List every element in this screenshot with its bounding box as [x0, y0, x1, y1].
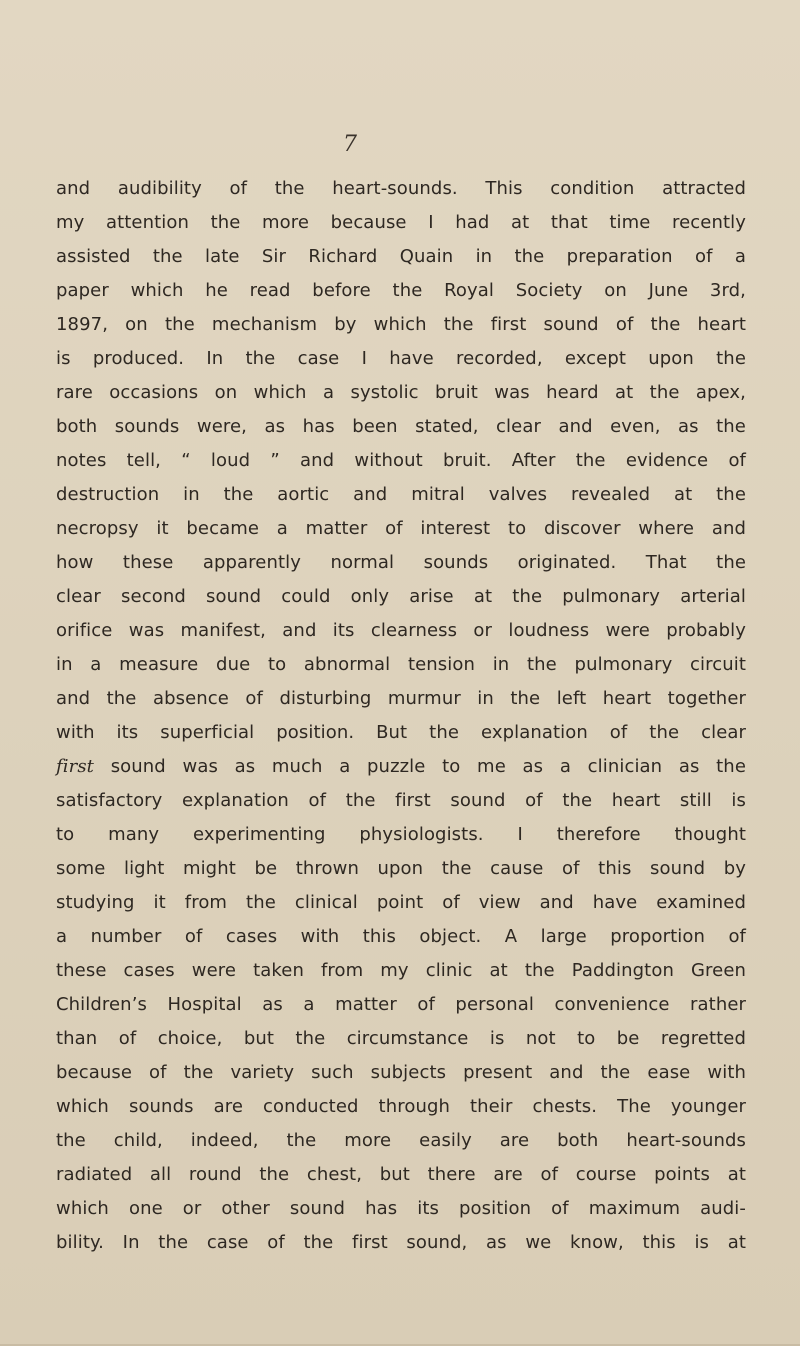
body-paragraph: [56, 172, 746, 1260]
text-line: paper which he read before the Royal Society on June 3rd,: [56, 280, 746, 301]
text-line: with its superficial position. But the explanation of the clear: [56, 722, 746, 743]
text-line: satisfactory explanation of the first sound of the heart still is: [56, 790, 746, 811]
page-number: 7: [343, 132, 357, 157]
text-line-rest: sound was as much a puzzle to me as a clinician as the: [110, 756, 746, 777]
text-line: which sounds are conducted through their chests. The younger: [56, 1096, 746, 1117]
text-line: necropsy it became a matter of interest to discover where and: [56, 518, 746, 539]
text-line: orifice was manifest, and its clearness or loudness were probably: [56, 620, 746, 641]
text-line: studying it from the clinical point of view and have examined: [56, 892, 746, 913]
text-line: rare occasions on which a systolic bruit was heard at the apex,: [56, 382, 746, 403]
text-line: destruction in the aortic and mitral valves revealed at the: [56, 484, 746, 505]
text-line: how these apparently normal sounds originated. That the: [56, 552, 746, 573]
text-line: is produced. In the case I have recorded, except upon the: [56, 348, 746, 369]
text-line: notes tell, “ loud ” and without bruit. After the evidence of: [56, 450, 746, 471]
text-line: because of the variety such subjects present and the ease with: [56, 1062, 746, 1083]
text-line: bility. In the case of the first sound, as we know, this is at: [56, 1232, 746, 1253]
text-line: my attention the more because I had at that time recently: [56, 212, 746, 233]
text-line-with-italic: [56, 750, 746, 784]
text-line: to many experimenting physiologists. I therefore thought: [56, 824, 746, 845]
text-line: assisted the late Sir Richard Quain in the preparation of a: [56, 246, 746, 267]
italic-word: first: [56, 756, 94, 777]
text-line: radiated all round the chest, but there are of course points at: [56, 1164, 746, 1185]
text-line: both sounds were, as has been stated, clear and even, as the: [56, 416, 746, 437]
text-line: 1897, on the mechanism by which the first sound of the heart: [56, 314, 746, 335]
text-line: and the absence of disturbing murmur in the left heart together: [56, 688, 746, 709]
text-line: clear second sound could only arise at the pulmonary arterial: [56, 586, 746, 607]
text-line: than of choice, but the circumstance is not to be regretted: [56, 1028, 746, 1049]
text-line: which one or other sound has its position of maximum audi-: [56, 1198, 746, 1219]
text-line: these cases were taken from my clinic at the Paddington Green: [56, 960, 746, 981]
text-line: some light might be thrown upon the cause of this sound by: [56, 858, 746, 879]
text-line: Children’s Hospital as a matter of personal convenience rather: [56, 994, 746, 1015]
text-line: in a measure due to abnormal tension in the pulmonary circuit: [56, 654, 746, 675]
text-line: a number of cases with this object. A large proportion of: [56, 926, 746, 947]
text-line: and audibility of the heart-sounds. This condition attracted: [56, 178, 746, 199]
text-line: the child, indeed, the more easily are both heart-sounds: [56, 1130, 746, 1151]
